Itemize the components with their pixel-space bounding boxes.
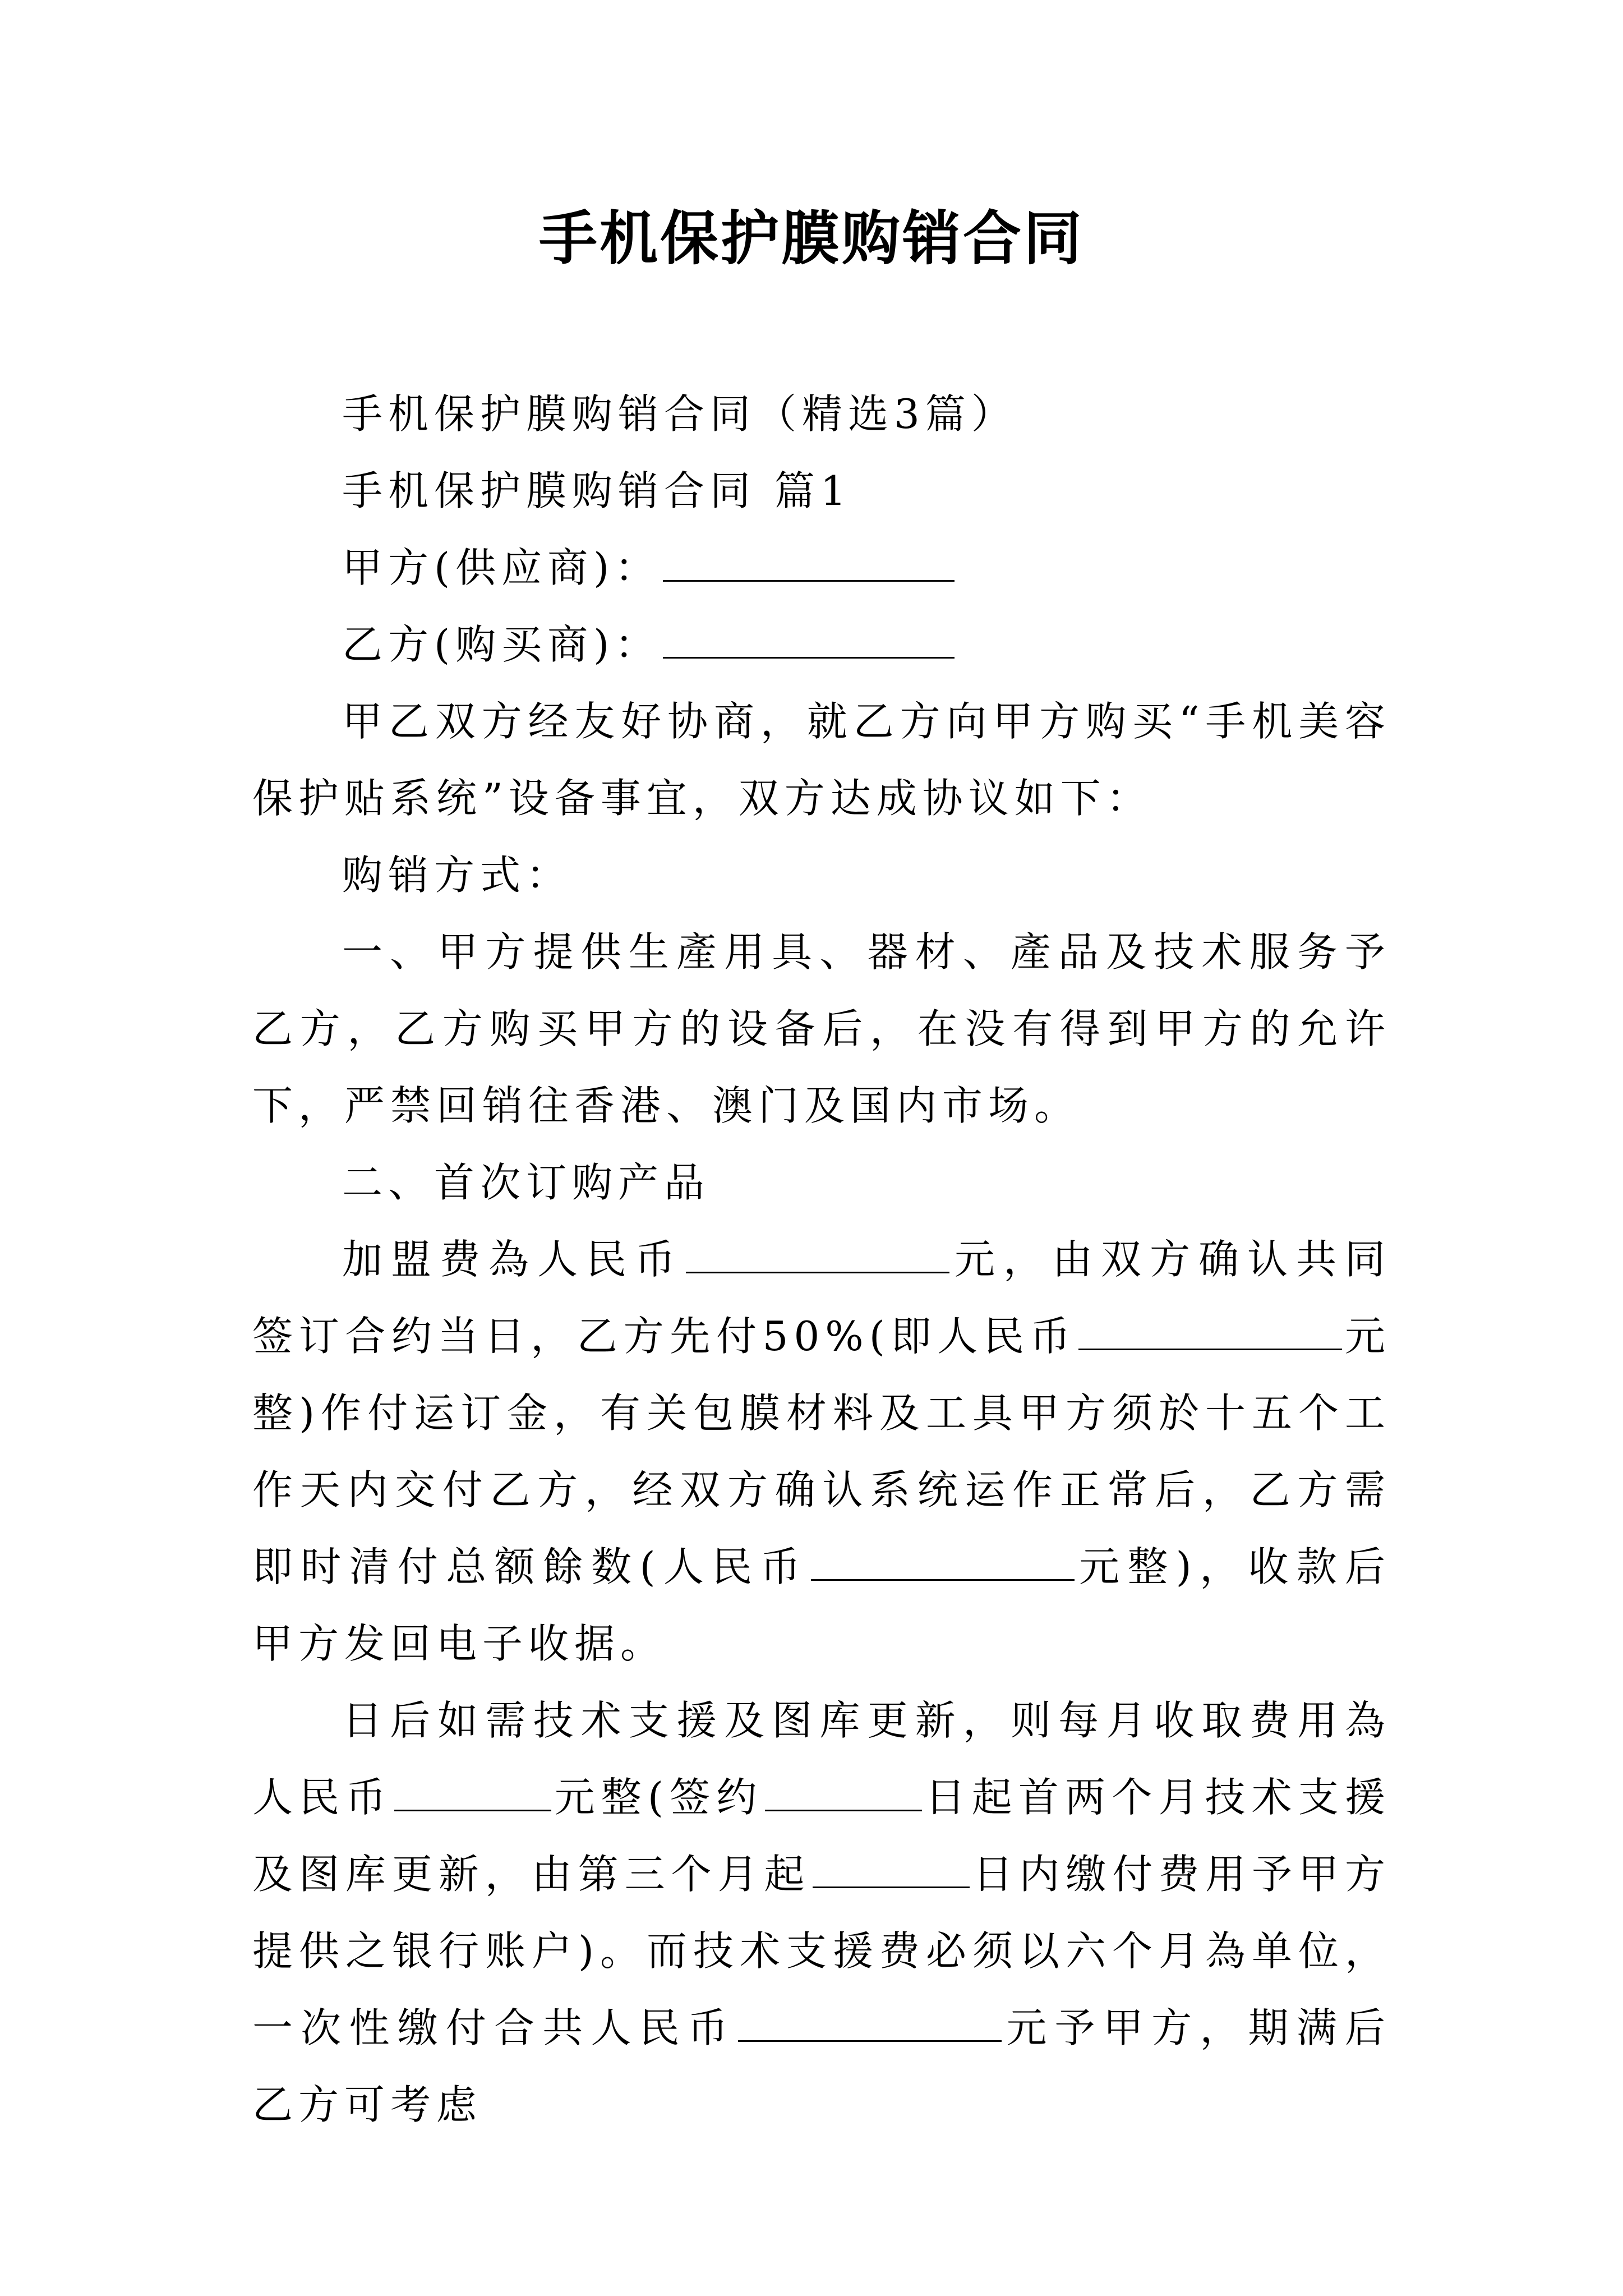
party-a-line [252, 530, 1391, 606]
party-b-line [252, 606, 1391, 683]
support-text-b: 元整(签约 [554, 1774, 763, 1821]
clause-2-heading: 二、首次订购产品 [342, 1159, 711, 1206]
support-blank-1 [394, 1773, 551, 1811]
party-b-label: 乙方(购买商)： [342, 621, 661, 668]
support-text-a: 日后如需技术支援及图库更新，则每月收取费用為人民币 [252, 1697, 1391, 1821]
support-blank-4 [738, 2004, 1002, 2042]
party-a-blank [663, 544, 955, 582]
support-text-e: 元予甲方，期满后乙方可考虑 [252, 2004, 1391, 2128]
section-heading: 手机保护膜购销合同 篇1 [342, 467, 852, 514]
intro-paragraph: 甲乙双方经友好协商，就乙方向甲方购买“手机美容保护贴系统”设备事宜，双方达成协议如下： [252, 698, 1391, 822]
support-paragraph [252, 1682, 1391, 2143]
document-body [252, 376, 1391, 2143]
clause-1: 一、甲方提供生產用具、器材、產品及技术服务予乙方，乙方购买甲方的设备后，在没有得到甲方的允许下，严禁回销往香港、澳门及国内市场。 [252, 928, 1391, 1129]
support-text-d: 日内缴付费用予甲方提供之银行账户)。而技术支援费必须以六个月為单位，一次性缴付合共人民币 [252, 1851, 1391, 2051]
fee-text-b: 元，由双方确认共同签订合约当日，乙方先付50%(即人民币 [252, 1236, 1391, 1360]
fee-text-a: 加盟费為人民币 [342, 1236, 684, 1283]
fee-paragraph [252, 1221, 1391, 1682]
fee-blank-1 [686, 1235, 949, 1273]
fee-text-d: 元整)，收款后甲方发回电子收据。 [252, 1543, 1391, 1667]
support-text-c: 日起首两个月技术支援及图库更新，由第三个月起 [252, 1774, 1391, 1898]
fee-blank-3 [811, 1543, 1075, 1581]
support-blank-2 [765, 1773, 922, 1811]
party-b-blank [663, 620, 955, 659]
party-a-label: 甲方(供应商)： [342, 544, 661, 591]
document-title: 手机保护膜购销合同 [538, 204, 1084, 273]
method-heading: 购销方式： [342, 852, 573, 899]
fee-text-c: 元整)作付运订金，有关包膜材料及工具甲方须於十五个工作天内交付乙方，经双方确认系统运作正常后，乙方需即时清付总额餘数(人民币 [252, 1313, 1391, 1590]
document-subtitle: 手机保护膜购销合同（精选3篇） [342, 390, 1017, 438]
support-blank-3 [813, 1850, 970, 1888]
fee-blank-2 [1078, 1312, 1342, 1350]
